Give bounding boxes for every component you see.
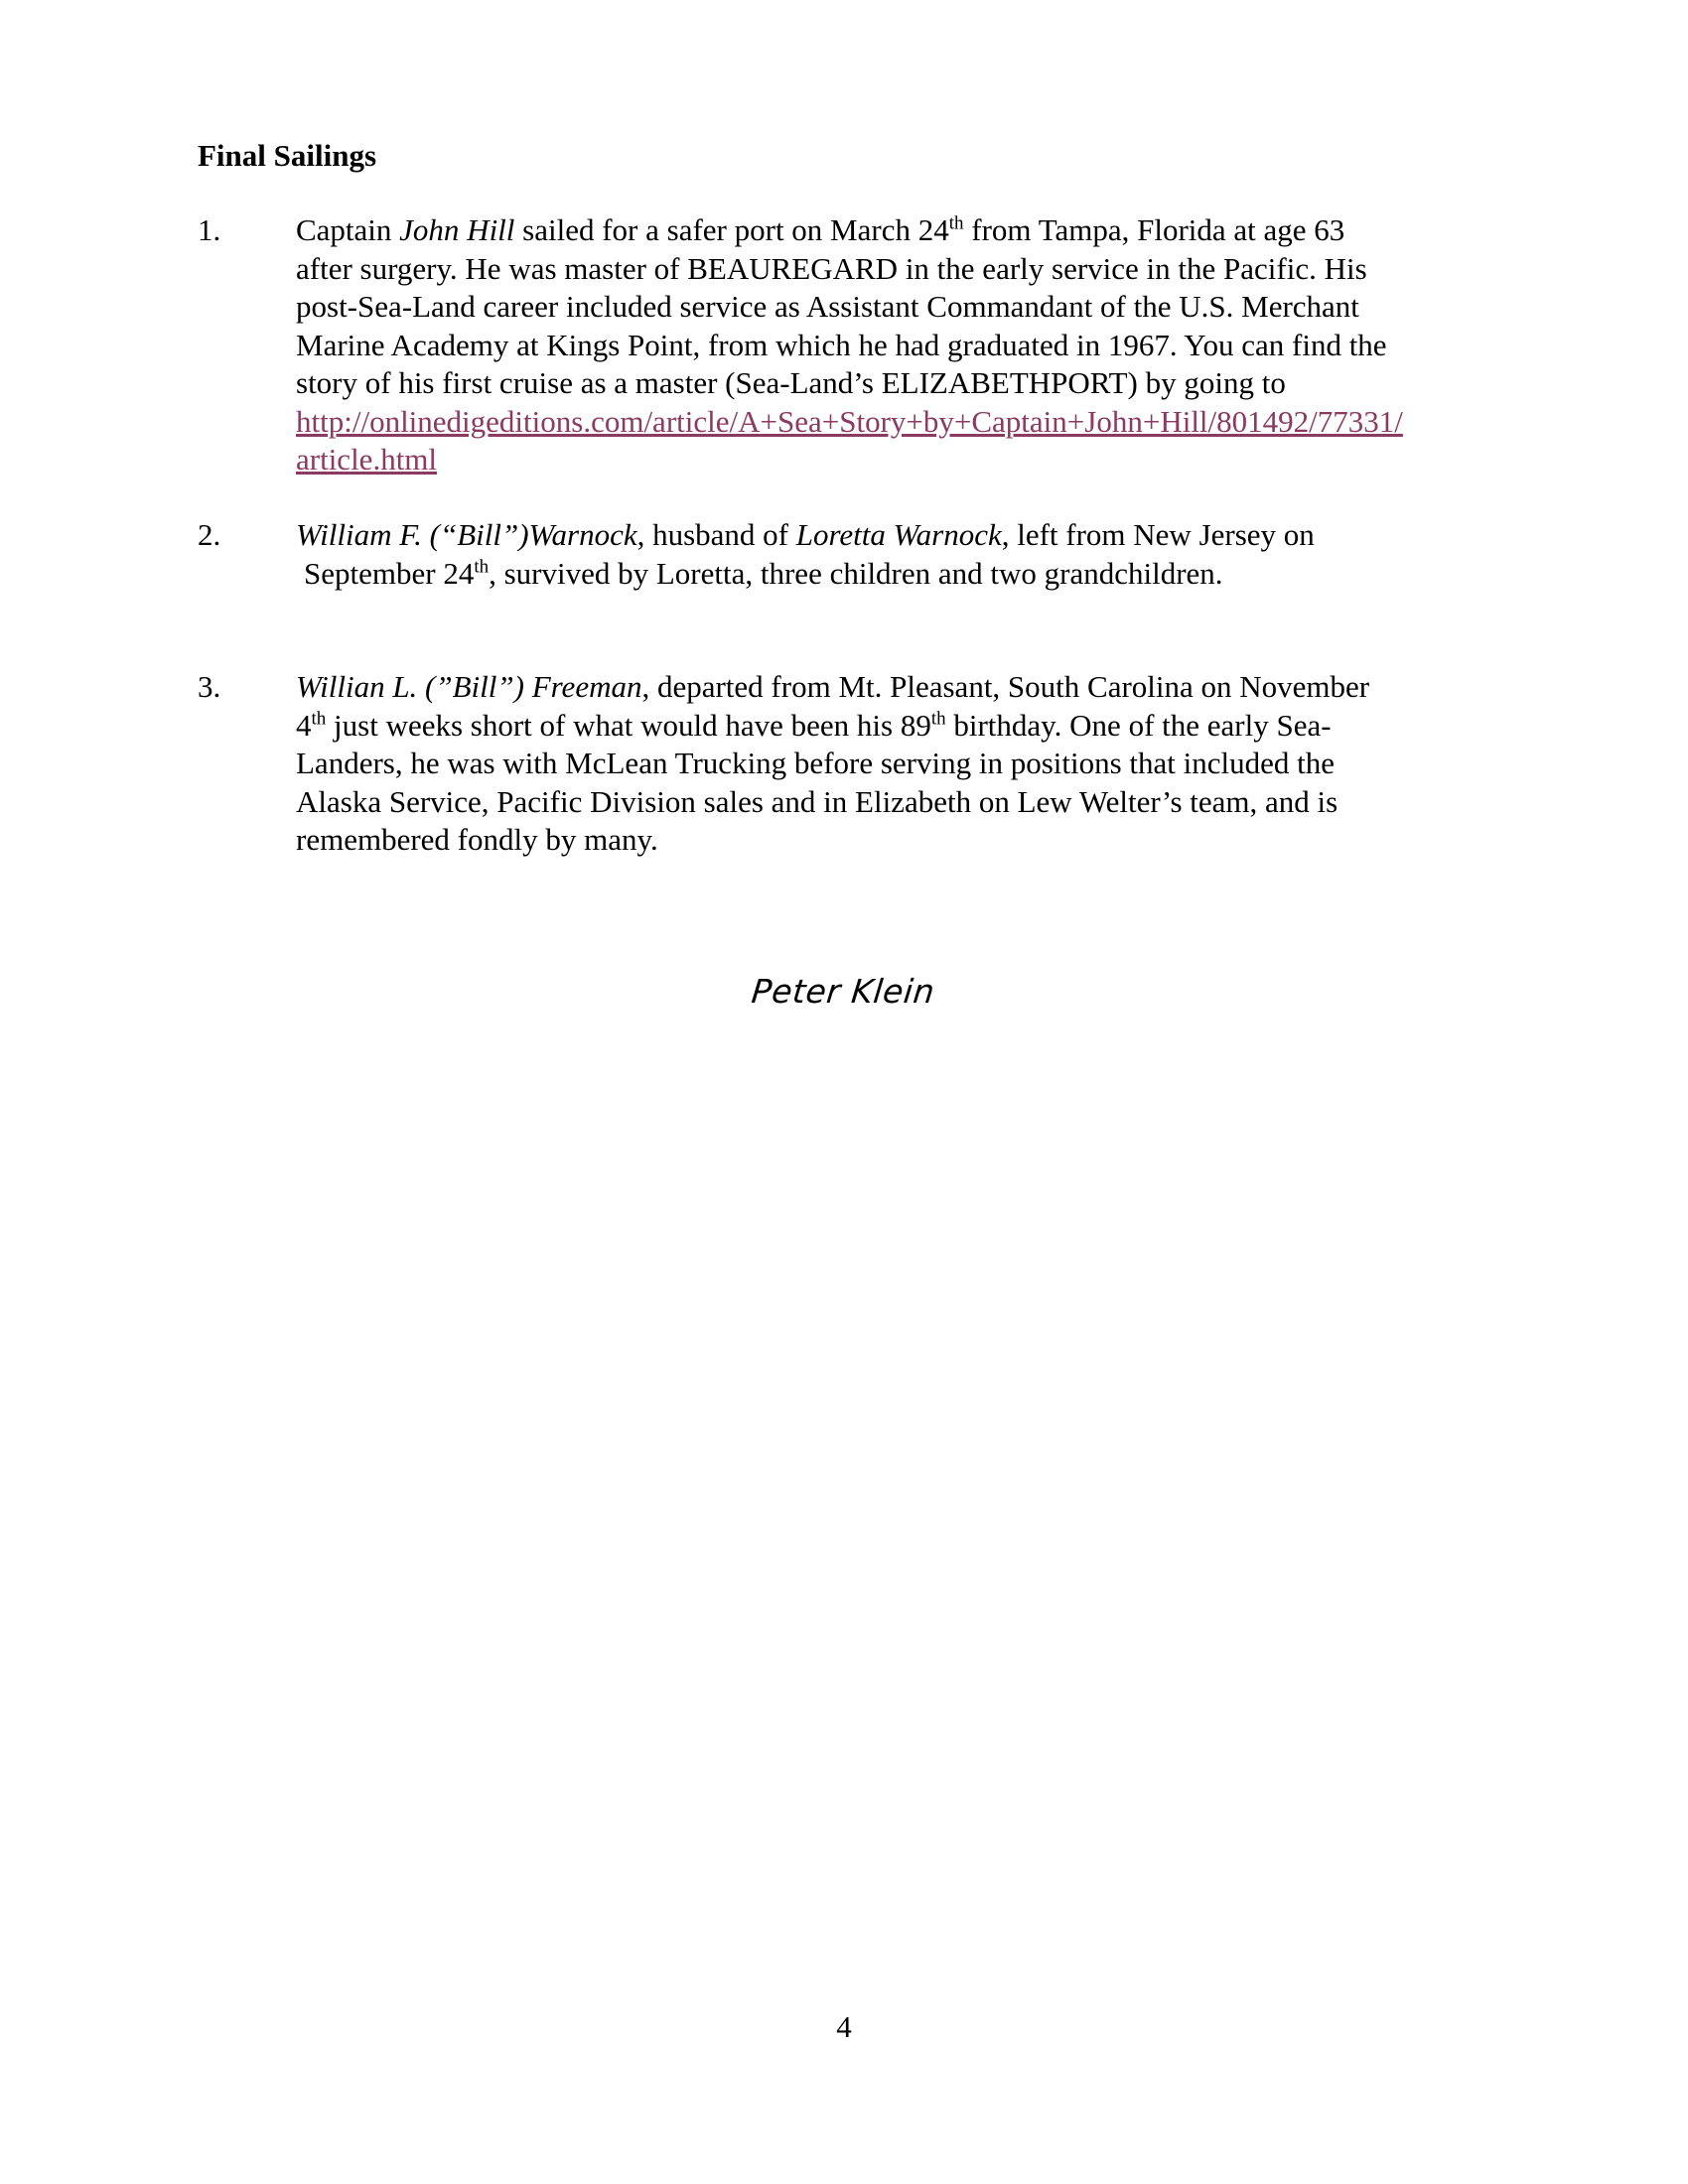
section-heading: Final Sailings (198, 138, 377, 173)
person-name: William F. (“Bill”)Warnock (296, 517, 637, 552)
text-line: after surgery. He was master of BEAUREGARD in the early service in the Pacific. His (296, 250, 1367, 286)
person-name: Willian L. (”Bill”) Freeman (296, 669, 642, 704)
list-item (198, 516, 1488, 593)
text-line: Captain John Hill sailed for a safer port on March 24th from Tampa, Florida at age 63 (296, 212, 1345, 247)
text-line: Marine Academy at Kings Point, from which he had graduated in 1967. You can find the (296, 327, 1387, 362)
page-number: 4 (836, 2009, 852, 2044)
text-line: Alaska Service, Pacific Division sales and in Elizabeth on Lew Welter’s team, and is (296, 783, 1338, 819)
spouse-name: Loretta Warnock (795, 517, 1002, 552)
item-number: 2. (198, 517, 221, 552)
person-name: John Hill (399, 212, 515, 247)
text-line: 4th just weeks short of what would have been his 89th birthday. One of the early Sea- (296, 707, 1332, 743)
text-line: William F. (“Bill”)Warnock, husband of Loretta Warnock, left from New Jersey on (296, 517, 1315, 552)
article-link-continued[interactable] (296, 441, 1487, 479)
article-link-part1[interactable]: http://onlinedigeditions.com/article/A+Sea+Story+by+Captain+John+Hill/801492/77331/ (296, 403, 1403, 439)
item-text (296, 668, 1487, 860)
item-number: 3. (198, 669, 221, 704)
item-number: 1. (198, 212, 221, 247)
list-item (198, 668, 1488, 860)
text-line: September 24th, survived by Loretta, three children and two grandchildren. (304, 555, 1223, 591)
text-line: Willian L. (”Bill”) Freeman, departed from Mt. Pleasant, South Carolina on November (296, 669, 1370, 704)
list-item (198, 211, 1488, 479)
item-text (296, 211, 1487, 479)
text-line: Landers, he was with McLean Trucking before serving in positions that included the (296, 746, 1336, 780)
text-line: post-Sea-Land career included service as Assistant Commandant of the U.S. Merchant (296, 289, 1359, 324)
author-signature: Peter Klein (750, 972, 937, 1011)
article-link[interactable] (296, 403, 1487, 442)
text-line: story of his first cruise as a master (Sea-Land’s ELIZABETHPORT) by going to (296, 365, 1286, 400)
item-text (296, 516, 1487, 593)
text-line: remembered fondly by many. (296, 822, 658, 857)
article-link-part2[interactable]: article.html (296, 442, 438, 477)
